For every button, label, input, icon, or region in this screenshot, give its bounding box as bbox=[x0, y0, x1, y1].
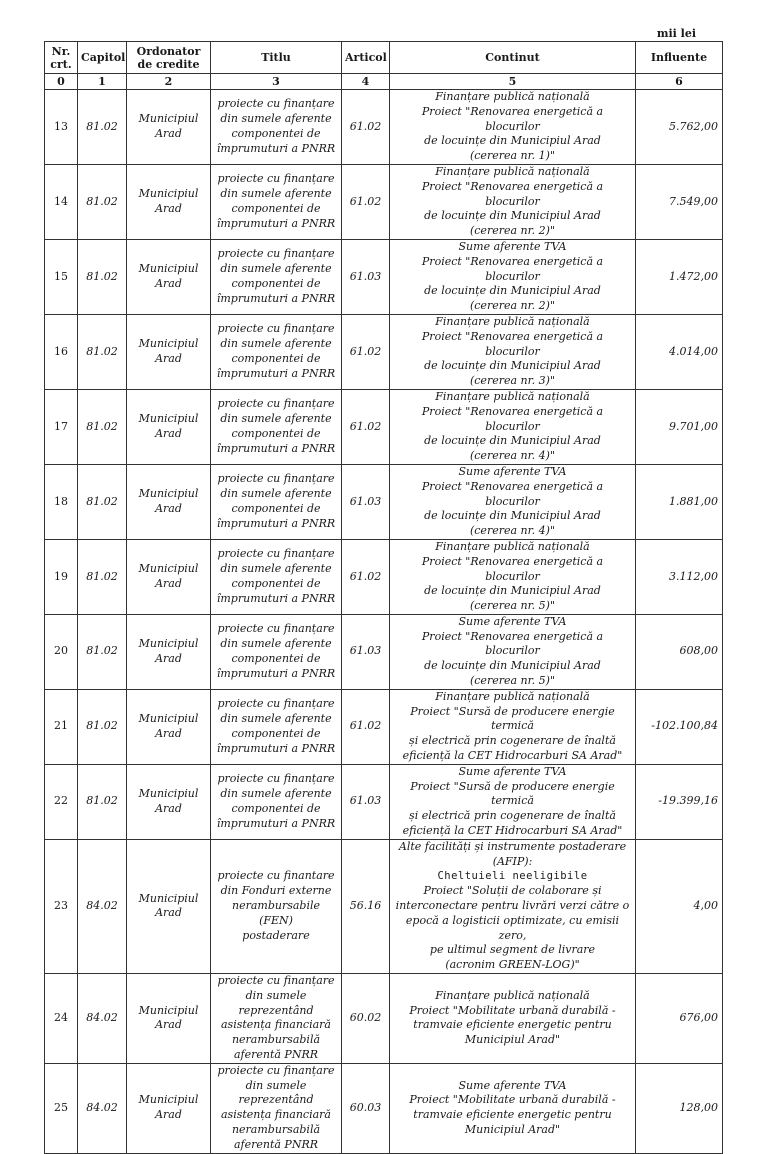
table-body bbox=[45, 90, 723, 1154]
cell-line: Arad bbox=[155, 426, 182, 440]
influente-cell: -19.399,16 bbox=[636, 764, 723, 839]
table-row bbox=[45, 539, 723, 614]
ordonator-cell bbox=[127, 974, 211, 1064]
capitol-cell: 81.02 bbox=[78, 689, 127, 764]
titlu-cell bbox=[211, 764, 342, 839]
capitol-cell: 81.02 bbox=[78, 314, 127, 389]
table-row bbox=[45, 764, 723, 839]
row-number: 16 bbox=[45, 314, 78, 389]
cell-line: (cererea nr. 5)" bbox=[469, 674, 556, 688]
ordonator-cell bbox=[127, 464, 211, 539]
unit-label: mii lei bbox=[656, 27, 696, 40]
header-articol: Articol bbox=[342, 42, 390, 74]
cell-line: Proiect "Sursă de producere energie termică bbox=[410, 704, 615, 733]
cell-line: componentei de bbox=[231, 276, 321, 290]
cell-line: Municipiul bbox=[138, 187, 199, 201]
articol-cell: 61.03 bbox=[342, 764, 390, 839]
cell-line: împrumuturi a PNRR bbox=[216, 816, 336, 830]
cell-line: componentei de bbox=[231, 201, 321, 215]
cell-line: Municipiul bbox=[138, 1003, 199, 1017]
cell-line: Municipiul bbox=[138, 337, 199, 351]
cell-line: Arad bbox=[155, 576, 182, 590]
row-number: 19 bbox=[45, 539, 78, 614]
cell-line: din sumele bbox=[245, 1078, 307, 1092]
cell-line: din sumele aferente bbox=[220, 337, 332, 351]
cell-line: Finanțare publică națională bbox=[435, 164, 590, 178]
titlu-cell bbox=[211, 314, 342, 389]
titlu-cell bbox=[211, 839, 342, 973]
column-number: 5 bbox=[390, 74, 636, 90]
influente-cell: 1.881,00 bbox=[636, 464, 723, 539]
articol-cell: 61.03 bbox=[342, 614, 390, 689]
ordonator-cell bbox=[127, 614, 211, 689]
cell-line: proiecte cu finanțare bbox=[217, 397, 335, 411]
cell-line: împrumuturi a PNRR bbox=[216, 291, 336, 305]
cell-line: Municipiul bbox=[138, 787, 199, 801]
ordonator-cell bbox=[127, 1063, 211, 1153]
articol-cell: 56.16 bbox=[342, 839, 390, 973]
articol-cell: 61.03 bbox=[342, 239, 390, 314]
cell-line: Proiect "Soluții de colaborare și bbox=[423, 884, 602, 898]
table-row bbox=[45, 90, 723, 165]
cell-line: Cheltuieli neeligibile bbox=[437, 870, 588, 883]
continut-cell bbox=[390, 239, 636, 314]
table-row bbox=[45, 839, 723, 973]
continut-cell bbox=[390, 1063, 636, 1153]
cell-line: aferentă PNRR bbox=[233, 1137, 319, 1151]
cell-line: proiecte cu finanțare bbox=[217, 97, 335, 111]
cell-line: din sumele aferente bbox=[220, 637, 332, 651]
cell-line: tramvaie eficiente energetic pentru bbox=[413, 1108, 612, 1122]
cell-line: proiecte cu finanțare bbox=[217, 622, 335, 636]
capitol-cell: 84.02 bbox=[78, 974, 127, 1064]
cell-line: (acronim GREEN-LOG)" bbox=[445, 958, 580, 972]
cell-line: Arad bbox=[155, 276, 182, 290]
cell-line: Municipiul Arad" bbox=[464, 1122, 561, 1136]
cell-line: din sumele bbox=[245, 988, 307, 1002]
ordonator-cell bbox=[127, 539, 211, 614]
cell-line: împrumuturi a PNRR bbox=[216, 516, 336, 530]
cell-line: Arad bbox=[155, 1018, 182, 1032]
titlu-cell bbox=[211, 1063, 342, 1153]
cell-line: din sumele aferente bbox=[220, 487, 332, 501]
cell-line: Proiect "Renovarea energetică a blocurilor bbox=[421, 629, 604, 658]
cell-line: tramvaie eficiente energetic pentru bbox=[413, 1018, 612, 1032]
cell-line: Proiect "Renovarea energetică a blocurilor bbox=[421, 329, 604, 358]
row-number: 21 bbox=[45, 689, 78, 764]
influente-cell: 9.701,00 bbox=[636, 389, 723, 464]
titlu-cell bbox=[211, 689, 342, 764]
cell-line: împrumuturi a PNRR bbox=[216, 741, 336, 755]
cell-line: Proiect "Renovarea energetică a blocurilor bbox=[421, 179, 604, 208]
titlu-cell bbox=[211, 239, 342, 314]
cell-line: epocă a logisticii optimizate, cu emisii zero, bbox=[405, 913, 620, 942]
cell-line: proiecte cu finanțare bbox=[217, 322, 335, 336]
row-number: 17 bbox=[45, 389, 78, 464]
titlu-cell bbox=[211, 614, 342, 689]
articol-cell: 61.03 bbox=[342, 464, 390, 539]
capitol-cell: 81.02 bbox=[78, 614, 127, 689]
cell-line: Sume aferente TVA bbox=[458, 1078, 567, 1092]
column-number: 0 bbox=[45, 74, 78, 90]
cell-line: Arad bbox=[155, 126, 182, 140]
table-row bbox=[45, 614, 723, 689]
cell-line: din sumele aferente bbox=[220, 112, 332, 126]
cell-line: asistența financiară bbox=[221, 1018, 331, 1032]
cell-line: din sumele aferente bbox=[220, 712, 332, 726]
cell-line: și electrică prin cogenerare de înaltă bbox=[409, 734, 616, 748]
capitol-cell: 81.02 bbox=[78, 90, 127, 165]
influente-cell: 1.472,00 bbox=[636, 239, 723, 314]
cell-line: proiecte cu finanțare bbox=[217, 247, 335, 261]
cell-line: proiecte cu finanțare bbox=[217, 1063, 335, 1077]
cell-line: Arad bbox=[155, 501, 182, 515]
articol-cell: 60.03 bbox=[342, 1063, 390, 1153]
cell-line: componentei de bbox=[231, 651, 321, 665]
cell-line: nerambursabilă bbox=[231, 1122, 321, 1136]
cell-line: împrumuturi a PNRR bbox=[216, 591, 336, 605]
column-number: 6 bbox=[636, 74, 723, 90]
table-row bbox=[45, 389, 723, 464]
ordonator-cell bbox=[127, 314, 211, 389]
cell-line: reprezentând bbox=[238, 1003, 314, 1017]
cell-line: componentei de bbox=[231, 576, 321, 590]
table-row bbox=[45, 689, 723, 764]
influente-cell: 3.112,00 bbox=[636, 539, 723, 614]
cell-line: reprezentând bbox=[238, 1093, 314, 1107]
column-number: 4 bbox=[342, 74, 390, 90]
influente-cell: 608,00 bbox=[636, 614, 723, 689]
articol-cell: 61.02 bbox=[342, 90, 390, 165]
row-number: 14 bbox=[45, 164, 78, 239]
row-number: 25 bbox=[45, 1063, 78, 1153]
cell-line: postaderare bbox=[242, 928, 310, 942]
cell-line: componentei de bbox=[231, 126, 321, 140]
cell-line: Arad bbox=[155, 726, 182, 740]
cell-line: componentei de bbox=[231, 726, 321, 740]
cell-line: Proiect "Mobilitate urbană durabilă - bbox=[409, 1003, 616, 1017]
cell-line: proiecte cu finantare bbox=[217, 869, 335, 883]
cell-line: pe ultimul segment de livrare bbox=[429, 943, 596, 957]
cell-line: Proiect "Renovarea energetică a blocurilor bbox=[421, 554, 604, 583]
cell-line: Finanțare publică națională bbox=[435, 389, 590, 403]
articol-cell: 61.02 bbox=[342, 164, 390, 239]
cell-line: Municipiul bbox=[138, 637, 199, 651]
header-row bbox=[45, 42, 723, 74]
continut-cell bbox=[390, 90, 636, 165]
cell-line: de locuințe din Municipiul Arad bbox=[424, 434, 601, 448]
capitol-cell: 81.02 bbox=[78, 539, 127, 614]
titlu-cell bbox=[211, 389, 342, 464]
influente-cell: 128,00 bbox=[636, 1063, 723, 1153]
continut-cell bbox=[390, 974, 636, 1064]
cell-line: Sume aferente TVA bbox=[458, 239, 567, 253]
cell-line: Sume aferente TVA bbox=[458, 464, 567, 478]
continut-cell bbox=[390, 764, 636, 839]
cell-line: (cererea nr. 4)" bbox=[469, 449, 556, 463]
cell-line: Arad bbox=[155, 801, 182, 815]
row-number: 23 bbox=[45, 839, 78, 973]
cell-line: Finanțare publică națională bbox=[435, 689, 590, 703]
cell-line: eficiență la CET Hidrocarburi SA Arad" bbox=[402, 749, 623, 763]
row-number: 22 bbox=[45, 764, 78, 839]
ordonator-cell bbox=[127, 839, 211, 973]
table-row bbox=[45, 164, 723, 239]
titlu-cell bbox=[211, 90, 342, 165]
cell-line: din sumele aferente bbox=[220, 412, 332, 426]
capitol-cell: 81.02 bbox=[78, 464, 127, 539]
capitol-cell: 84.02 bbox=[78, 839, 127, 973]
cell-line: Municipiul bbox=[138, 412, 199, 426]
header-continut: Continut bbox=[390, 42, 636, 74]
column-number: 3 bbox=[211, 74, 342, 90]
cell-line: de locuințe din Municipiul Arad bbox=[424, 584, 601, 598]
cell-line: Finanțare publică națională bbox=[435, 988, 590, 1002]
cell-line: Municipiul bbox=[138, 487, 199, 501]
cell-line: proiecte cu finanțare bbox=[217, 547, 335, 561]
ordonator-cell bbox=[127, 90, 211, 165]
header-nr: Nr. crt. bbox=[45, 42, 78, 74]
budget-table bbox=[44, 41, 723, 1154]
cell-line: asistența financiară bbox=[221, 1108, 331, 1122]
cell-line: (cererea nr. 5)" bbox=[469, 599, 556, 613]
capitol-cell: 81.02 bbox=[78, 239, 127, 314]
ordonator-cell bbox=[127, 764, 211, 839]
ordonator-cell bbox=[127, 164, 211, 239]
titlu-cell bbox=[211, 974, 342, 1064]
influente-cell: 7.549,00 bbox=[636, 164, 723, 239]
cell-line: din sumele aferente bbox=[220, 262, 332, 276]
cell-line: Municipiul bbox=[138, 712, 199, 726]
table-row bbox=[45, 239, 723, 314]
table-row bbox=[45, 314, 723, 389]
cell-line: (cererea nr. 3)" bbox=[469, 374, 556, 388]
titlu-cell bbox=[211, 164, 342, 239]
ordonator-cell bbox=[127, 239, 211, 314]
cell-line: împrumuturi a PNRR bbox=[216, 366, 336, 380]
capitol-cell: 81.02 bbox=[78, 164, 127, 239]
row-number: 15 bbox=[45, 239, 78, 314]
cell-line: (cererea nr. 4)" bbox=[469, 524, 556, 538]
cell-line: Municipiul bbox=[138, 891, 199, 905]
capitol-cell: 81.02 bbox=[78, 764, 127, 839]
ordonator-cell bbox=[127, 389, 211, 464]
cell-line: Sume aferente TVA bbox=[458, 614, 567, 628]
influente-cell: 676,00 bbox=[636, 974, 723, 1064]
column-number-row bbox=[45, 74, 723, 90]
column-number: 2 bbox=[127, 74, 211, 90]
cell-line: din Fonduri externe bbox=[220, 884, 332, 898]
row-number: 24 bbox=[45, 974, 78, 1064]
articol-cell: 61.02 bbox=[342, 689, 390, 764]
continut-cell bbox=[390, 539, 636, 614]
cell-line: Municipiul bbox=[138, 262, 199, 276]
row-number: 20 bbox=[45, 614, 78, 689]
cell-line: Proiect "Renovarea energetică a blocurilor bbox=[421, 254, 604, 283]
articol-cell: 61.02 bbox=[342, 314, 390, 389]
cell-line: de locuințe din Municipiul Arad bbox=[424, 509, 601, 523]
cell-line: Arad bbox=[155, 1108, 182, 1122]
cell-line: proiecte cu finanțare bbox=[217, 697, 335, 711]
table-row bbox=[45, 464, 723, 539]
row-number: 18 bbox=[45, 464, 78, 539]
cell-line: de locuințe din Municipiul Arad bbox=[424, 359, 601, 373]
cell-line: Proiect "Renovarea energetică a blocurilor bbox=[421, 104, 604, 133]
articol-cell: 61.02 bbox=[342, 389, 390, 464]
cell-line: componentei de bbox=[231, 426, 321, 440]
influente-cell: 4.014,00 bbox=[636, 314, 723, 389]
articol-cell: 60.02 bbox=[342, 974, 390, 1064]
cell-line: (cererea nr. 2)" bbox=[469, 224, 556, 238]
cell-line: de locuințe din Municipiul Arad bbox=[424, 659, 601, 673]
cell-line: proiecte cu finanțare bbox=[217, 974, 335, 988]
cell-line: Arad bbox=[155, 651, 182, 665]
cell-line: Proiect "Mobilitate urbană durabilă - bbox=[409, 1093, 616, 1107]
cell-line: de locuințe din Municipiul Arad bbox=[424, 134, 601, 148]
column-number: 1 bbox=[78, 74, 127, 90]
continut-cell bbox=[390, 614, 636, 689]
continut-cell bbox=[390, 464, 636, 539]
cell-line: proiecte cu finanțare bbox=[217, 772, 335, 786]
header-influente: Influente bbox=[636, 42, 723, 74]
cell-line: Finanțare publică națională bbox=[435, 539, 590, 553]
titlu-cell bbox=[211, 539, 342, 614]
titlu-cell bbox=[211, 464, 342, 539]
cell-line: Municipiul bbox=[138, 1093, 199, 1107]
cell-line: nerambursabile (FEN) bbox=[231, 899, 321, 927]
cell-line: Sume aferente TVA bbox=[458, 764, 567, 778]
continut-cell bbox=[390, 689, 636, 764]
header-titlu: Titlu bbox=[211, 42, 342, 74]
cell-line: împrumuturi a PNRR bbox=[216, 216, 336, 230]
ordonator-cell bbox=[127, 689, 211, 764]
continut-cell bbox=[390, 389, 636, 464]
cell-line: din sumele aferente bbox=[220, 187, 332, 201]
cell-line: Municipiul bbox=[138, 562, 199, 576]
header-ordonator: Ordonator de credite bbox=[127, 42, 211, 74]
cell-line: Arad bbox=[155, 201, 182, 215]
cell-line: împrumuturi a PNRR bbox=[216, 441, 336, 455]
capitol-cell: 81.02 bbox=[78, 389, 127, 464]
cell-line: împrumuturi a PNRR bbox=[216, 666, 336, 680]
cell-line: Arad bbox=[155, 906, 182, 920]
cell-line: Proiect "Sursă de producere energie termică bbox=[410, 779, 615, 808]
cell-line: Municipiul bbox=[138, 112, 199, 126]
header-capitol: Capitol bbox=[78, 42, 127, 74]
cell-line: componentei de bbox=[231, 801, 321, 815]
cell-line: componentei de bbox=[231, 351, 321, 365]
continut-cell bbox=[390, 839, 636, 973]
cell-line: din sumele aferente bbox=[220, 562, 332, 576]
cell-line: Alte facilități și instrumente postaderare bbox=[398, 839, 627, 853]
continut-cell bbox=[390, 164, 636, 239]
cell-line: (cererea nr. 2)" bbox=[469, 299, 556, 313]
continut-cell bbox=[390, 314, 636, 389]
cell-line: aferentă PNRR bbox=[233, 1048, 319, 1061]
influente-cell: 5.762,00 bbox=[636, 90, 723, 165]
cell-line: Proiect "Renovarea energetică a blocurilor bbox=[421, 479, 604, 508]
cell-line: componentei de bbox=[231, 501, 321, 515]
cell-line: și electrică prin cogenerare de înaltă bbox=[409, 809, 616, 823]
cell-line: de locuințe din Municipiul Arad bbox=[424, 209, 601, 223]
articol-cell: 61.02 bbox=[342, 539, 390, 614]
influente-cell: -102.100,84 bbox=[636, 689, 723, 764]
cell-line: de locuințe din Municipiul Arad bbox=[424, 284, 601, 298]
table-row bbox=[45, 974, 723, 1064]
cell-line: împrumuturi a PNRR bbox=[216, 141, 336, 155]
cell-line: nerambursabilă bbox=[231, 1033, 321, 1047]
cell-line: din sumele aferente bbox=[220, 787, 332, 801]
cell-line: Municipiul Arad" bbox=[464, 1033, 561, 1047]
cell-line: Finanțare publică națională bbox=[435, 314, 590, 328]
cell-line: Proiect "Renovarea energetică a blocurilor bbox=[421, 404, 604, 433]
table-row bbox=[45, 1063, 723, 1153]
cell-line: interconectare pentru livrări verzi către o bbox=[395, 899, 630, 913]
cell-line: (AFIP): bbox=[492, 854, 533, 868]
cell-line: Arad bbox=[155, 351, 182, 365]
capitol-cell: 84.02 bbox=[78, 1063, 127, 1153]
cell-line: eficiență la CET Hidrocarburi SA Arad" bbox=[402, 824, 623, 838]
cell-line: proiecte cu finanțare bbox=[217, 472, 335, 486]
row-number: 13 bbox=[45, 90, 78, 165]
cell-line: proiecte cu finanțare bbox=[217, 172, 335, 186]
influente-cell: 4,00 bbox=[636, 839, 723, 973]
cell-line: (cererea nr. 1)" bbox=[469, 149, 556, 163]
cell-line: Finanțare publică națională bbox=[435, 90, 590, 103]
